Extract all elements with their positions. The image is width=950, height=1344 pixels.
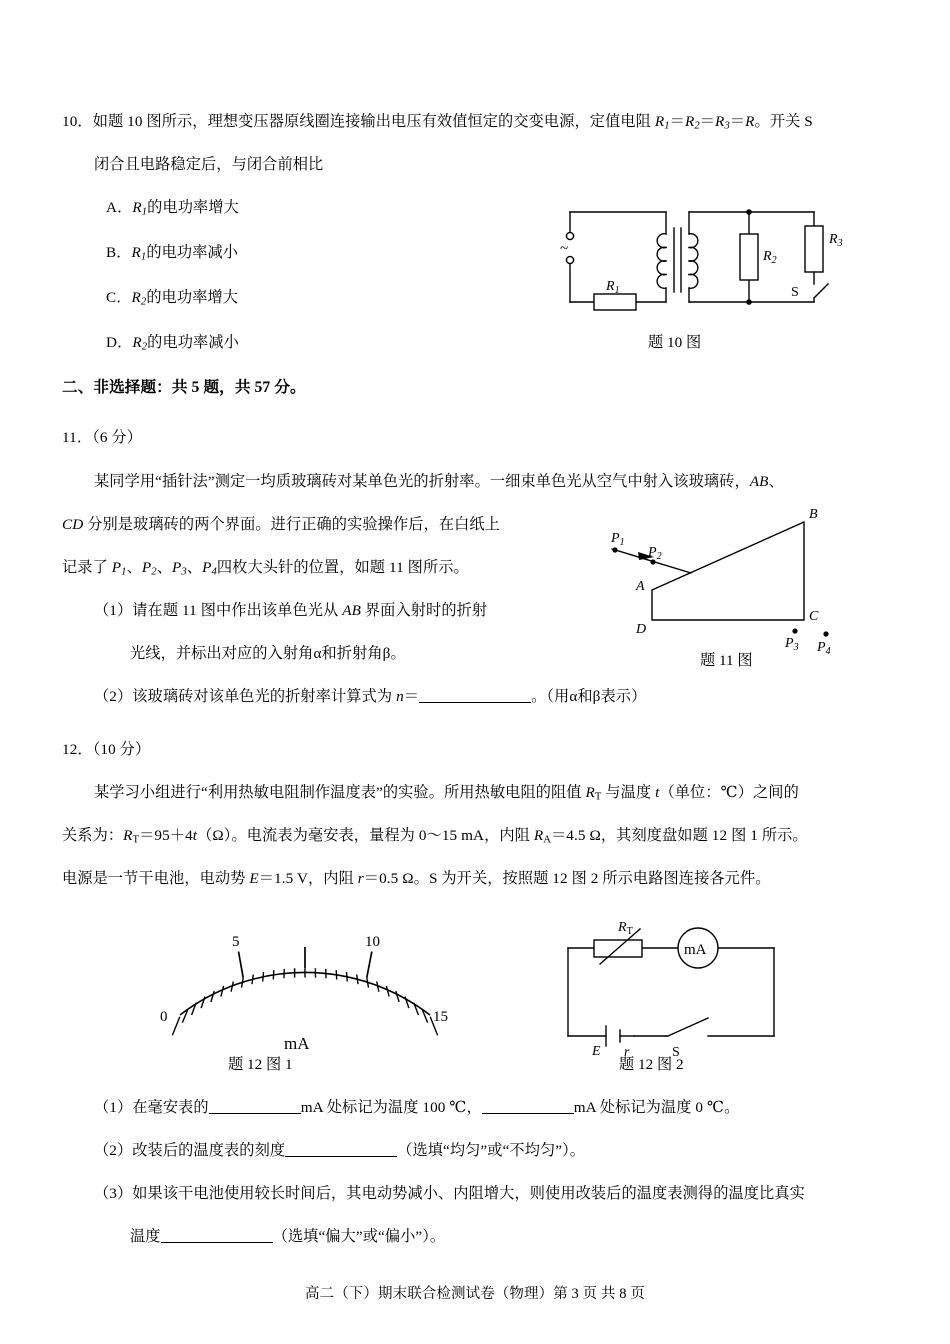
primary-loop-3 — [657, 261, 666, 275]
switch-blade — [814, 284, 828, 298]
r1-label: $R_1$ — [606, 279, 620, 296]
switch-label-12: S — [672, 1045, 680, 1060]
q11-figure-caption: 题 11 图 — [700, 652, 753, 669]
q12-line3 — [62, 869, 771, 889]
junction-dot-top — [746, 209, 752, 215]
q10-circuit-svg — [548, 198, 868, 328]
pin-p1-label: $P_1$ — [611, 531, 625, 548]
q10-option-c-text: 的电功率增大 — [146, 289, 239, 306]
primary-loop-2 — [657, 247, 666, 261]
q12-t-1: t — [655, 784, 660, 801]
q12-circuit-figure — [548, 918, 848, 1063]
q12-sub3-line1: （3）如果该干电池使用较长时间后，其电动势减小、内阻增大，则使用改装后的温度表测得的温度比真实 — [94, 1185, 805, 1202]
switch-blade-12 — [668, 1018, 708, 1036]
q12-line2 — [62, 826, 808, 851]
q12-ra: $R_A$ — [533, 827, 552, 846]
q11-number: 11． — [62, 429, 93, 446]
q10-option-c-tag: C． — [106, 289, 132, 306]
q11-line3-a: 记录了 — [62, 559, 112, 576]
vertex-b-label: B — [809, 507, 818, 522]
q12-line3-c: ＝0.5 Ω。S 为开关，按照题 12 图 2 所示电路图连接各元件。 — [363, 870, 771, 887]
q11-sub1-ab: AB — [342, 602, 361, 619]
pin-p4-label: $P_4$ — [817, 640, 831, 655]
q12-rt-2: $R_T$ — [123, 827, 140, 846]
q12-meter-dial-figure — [160, 918, 450, 1063]
r2-label: $R_2$ — [763, 249, 777, 266]
meter-label-0: 0 — [160, 1009, 168, 1025]
q11-optics-svg — [608, 500, 888, 655]
q12-sub3-c: （选填“偏大”或“偏小”）。 — [272, 1228, 446, 1245]
ammeter-label: mA — [684, 942, 707, 958]
tick-major-5 — [239, 952, 244, 978]
q11-sub1-a: （1）请在题 11 图中作出该单色光从 — [94, 602, 343, 619]
pin-p2-dot — [650, 559, 655, 564]
q11-line3-b: 四枚大头针的位置，如题 11 图所示。 — [216, 559, 469, 576]
q11-header — [62, 428, 142, 448]
pin-p1-dot — [612, 547, 617, 552]
q10-r2: $R_2$ — [684, 113, 700, 132]
q12-sub1-c: mA 处标记为温度 0 ℃。 — [573, 1099, 740, 1116]
vertex-d-label: D — [636, 622, 647, 637]
q12-line2-c: （Ω）。电流表为毫安表，量程为 0～15 mA，内阻 — [197, 827, 534, 844]
meter-unit-label: mA — [284, 1034, 310, 1053]
q10-eq3: ＝ — [729, 113, 746, 130]
ac-source-symbol: ~ — [560, 241, 569, 257]
meter-label-5: 5 — [232, 934, 240, 950]
q10-option-b-tag: B． — [106, 244, 132, 261]
q12-sub1-b: mA 处标记为温度 100 ℃， — [300, 1099, 482, 1116]
q12-sub1-a: （1）在毫安表的 — [94, 1099, 209, 1116]
q12-sub2 — [94, 1141, 585, 1161]
q11-line2-text: 分别是玻璃砖的两个界面。进行正确的实验操作后，在白纸上 — [83, 516, 500, 533]
q11-p4: $P_4$ — [202, 559, 217, 578]
q11-sub1-line1 — [94, 601, 487, 621]
secondary-loop-2 — [689, 247, 698, 261]
q11-answer-blank[interactable] — [419, 702, 531, 703]
switch-label: S — [791, 285, 799, 300]
q10-r1: $R_1$ — [654, 113, 670, 132]
q11-p2: $P_2$ — [141, 559, 157, 578]
pin-p3-dot — [792, 628, 797, 633]
q11-line3: 记录了 $P_1$、$P_2$、$P_3$、$P_4$四枚大头针的位置，如题 11 图所示。 — [62, 559, 469, 578]
q11-line1 — [94, 472, 784, 492]
q11-cd: CD — [62, 516, 84, 533]
q12-header — [62, 740, 150, 760]
tick-major-0 — [172, 1017, 179, 1036]
q10-option-a-tag: A． — [106, 199, 133, 216]
q12-sub2-b: （选填“均匀”或“不均匀”）。 — [397, 1142, 586, 1159]
q10-eq1: ＝ — [669, 113, 685, 130]
q12-line3-b: ＝1.5 V，内阻 — [258, 870, 358, 887]
q11-optics-figure — [608, 500, 888, 655]
primary-loop-4 — [657, 274, 666, 288]
secondary-loop-4 — [689, 274, 698, 288]
q12-meter-svg — [160, 918, 450, 1063]
q11-p1: $P_1$ — [111, 559, 127, 578]
q10-option-d-text: 的电功率减小 — [147, 334, 239, 351]
q10-option-d-tag: D． — [106, 334, 133, 351]
q10-eq2: ＝ — [699, 113, 716, 130]
q12-sub3-line2 — [130, 1227, 445, 1247]
q12-line1-c: （单位：℃）之间的 — [659, 784, 799, 801]
meter-scale-arc — [180, 972, 430, 1015]
r3-resistor-body — [805, 226, 823, 272]
q10-option-d-symbol: $R_2$ — [132, 334, 148, 353]
internal-resistance-label: r — [624, 1045, 630, 1060]
pin-p3-label: $P_3$ — [785, 636, 799, 653]
q12-line1 — [94, 783, 799, 808]
q10-stem-text-a: 如题 10 图所示，理想变压器原线圈连接输出电压有效值恒定的交变电源，定值电阻 — [92, 113, 655, 130]
q10-stem-line2: 闭合且电路稳定后，与闭合前相比 — [94, 156, 324, 173]
q11-sub2 — [94, 687, 646, 707]
r1-resistor-body — [594, 294, 636, 310]
q11-p3: $P_3$ — [171, 559, 187, 578]
meter-ticks — [172, 968, 437, 1035]
q10-option-c[interactable] — [106, 288, 238, 313]
q10-transformer-circuit-figure — [548, 198, 868, 328]
q12-t-2: t — [192, 827, 198, 844]
q11-line2 — [62, 515, 500, 535]
q12-fig2-caption: 题 12 图 2 — [619, 1056, 684, 1073]
q12-sub1-blank-1[interactable] — [209, 1113, 301, 1114]
vertex-c-label: C — [809, 609, 819, 624]
q12-circuit-svg — [548, 918, 848, 1063]
q11-sub2-a: （2）该玻璃砖对该单色光的折射率计算式为 — [94, 688, 397, 705]
q11-sub2-eq: ＝ — [403, 688, 420, 705]
q10-option-d[interactable] — [106, 333, 239, 358]
q12-r: r — [357, 870, 364, 887]
r2-resistor-body — [740, 234, 758, 280]
thermistor-label: $R_T$ — [618, 920, 633, 937]
q10-number: 10． — [62, 113, 93, 130]
q10-stem-line1 — [62, 112, 813, 137]
q12-sub1 — [94, 1098, 739, 1118]
page-footer: 高二（下）期末联合检测试卷（物理）第 3 页 共 8 页 — [305, 1286, 645, 1302]
q12-line1-a: 某学习小组进行“利用热敏电阻制作温度表”的实验。所用热敏电阻的阻值 — [94, 784, 586, 801]
q10-stem-text-c: 。开关 S — [754, 113, 813, 130]
q12-line2-d: ＝4.5 Ω，其刻度盘如题 12 图 1 所示。 — [551, 827, 808, 844]
q10-option-b[interactable] — [106, 243, 238, 268]
q11-sub1-b: 界面入射时的折射 — [361, 602, 488, 619]
q11-sub2-b: 。（用α和β表示） — [531, 688, 647, 705]
q12-line2-b: ＝95＋4 — [139, 827, 193, 844]
q12-e: E — [249, 870, 259, 887]
q12-line3-a: 电源是一节干电池，电动势 — [62, 870, 250, 887]
q12-sub3-b: 温度 — [130, 1228, 161, 1245]
q11-sub1-line2: 光线，并标出对应的入射角α和折射角β。 — [130, 645, 406, 662]
q10-option-a-symbol: $R_1$ — [132, 199, 148, 218]
q12-line1-b: 与温度 — [601, 784, 656, 801]
q10-r: R — [745, 113, 755, 130]
q12-fig1-caption: 题 12 图 1 — [228, 1056, 293, 1073]
primary-loop-1 — [657, 234, 666, 248]
q12-sub2-blank[interactable] — [285, 1156, 397, 1157]
q11-points: （6 分） — [92, 429, 142, 446]
vertex-a-label: A — [636, 579, 645, 594]
tick-major-10 — [367, 952, 372, 978]
q12-points: （10 分） — [92, 741, 151, 758]
ac-terminal-top — [566, 232, 573, 239]
q12-sub1-blank-2[interactable] — [482, 1113, 574, 1114]
pin-p2-label: $P_2$ — [648, 545, 662, 562]
q12-sub3-blank[interactable] — [161, 1242, 273, 1243]
q11-line1-tail: 、 — [768, 473, 784, 490]
r3-label: $R_3$ — [829, 232, 843, 249]
q10-option-b-text: 的电功率减小 — [146, 244, 239, 261]
secondary-loop-1 — [689, 234, 698, 248]
face-ab — [652, 522, 804, 590]
q12-line2-a: 关系为： — [62, 827, 124, 844]
q10-option-a[interactable] — [106, 198, 239, 223]
q12-number: 12． — [62, 741, 93, 758]
q11-line1-text: 某同学用“插针法”测定一均质玻璃砖对某单色光的折射率。一细束单色光从空气中射入该玻璃砖， — [94, 473, 750, 490]
q10-r3: $R_3$ — [715, 113, 730, 132]
section2-heading: 二、非选择题：共 5 题，共 57 分。 — [62, 379, 306, 396]
q11-ab-1: AB — [749, 473, 769, 490]
meter-label-15: 15 — [433, 1009, 448, 1025]
pin-p4-dot — [823, 631, 828, 636]
q10-option-c-symbol: $R_2$ — [131, 289, 147, 308]
meter-label-10: 10 — [365, 934, 380, 950]
q10-figure-caption: 题 10 图 — [648, 334, 702, 351]
q10-option-a-text: 的电功率增大 — [147, 199, 239, 216]
junction-dot-bottom — [746, 299, 752, 305]
q12-sub2-a: （2）改装后的温度表的刻度 — [94, 1142, 286, 1159]
secondary-loop-3 — [689, 261, 698, 275]
q11-sub2-n: n — [396, 688, 404, 705]
emf-label: E — [592, 1044, 601, 1059]
q12-rt-1: $R_T$ — [585, 784, 602, 803]
ac-terminal-bottom — [566, 256, 573, 263]
q10-option-b-symbol: $R_1$ — [131, 244, 147, 263]
